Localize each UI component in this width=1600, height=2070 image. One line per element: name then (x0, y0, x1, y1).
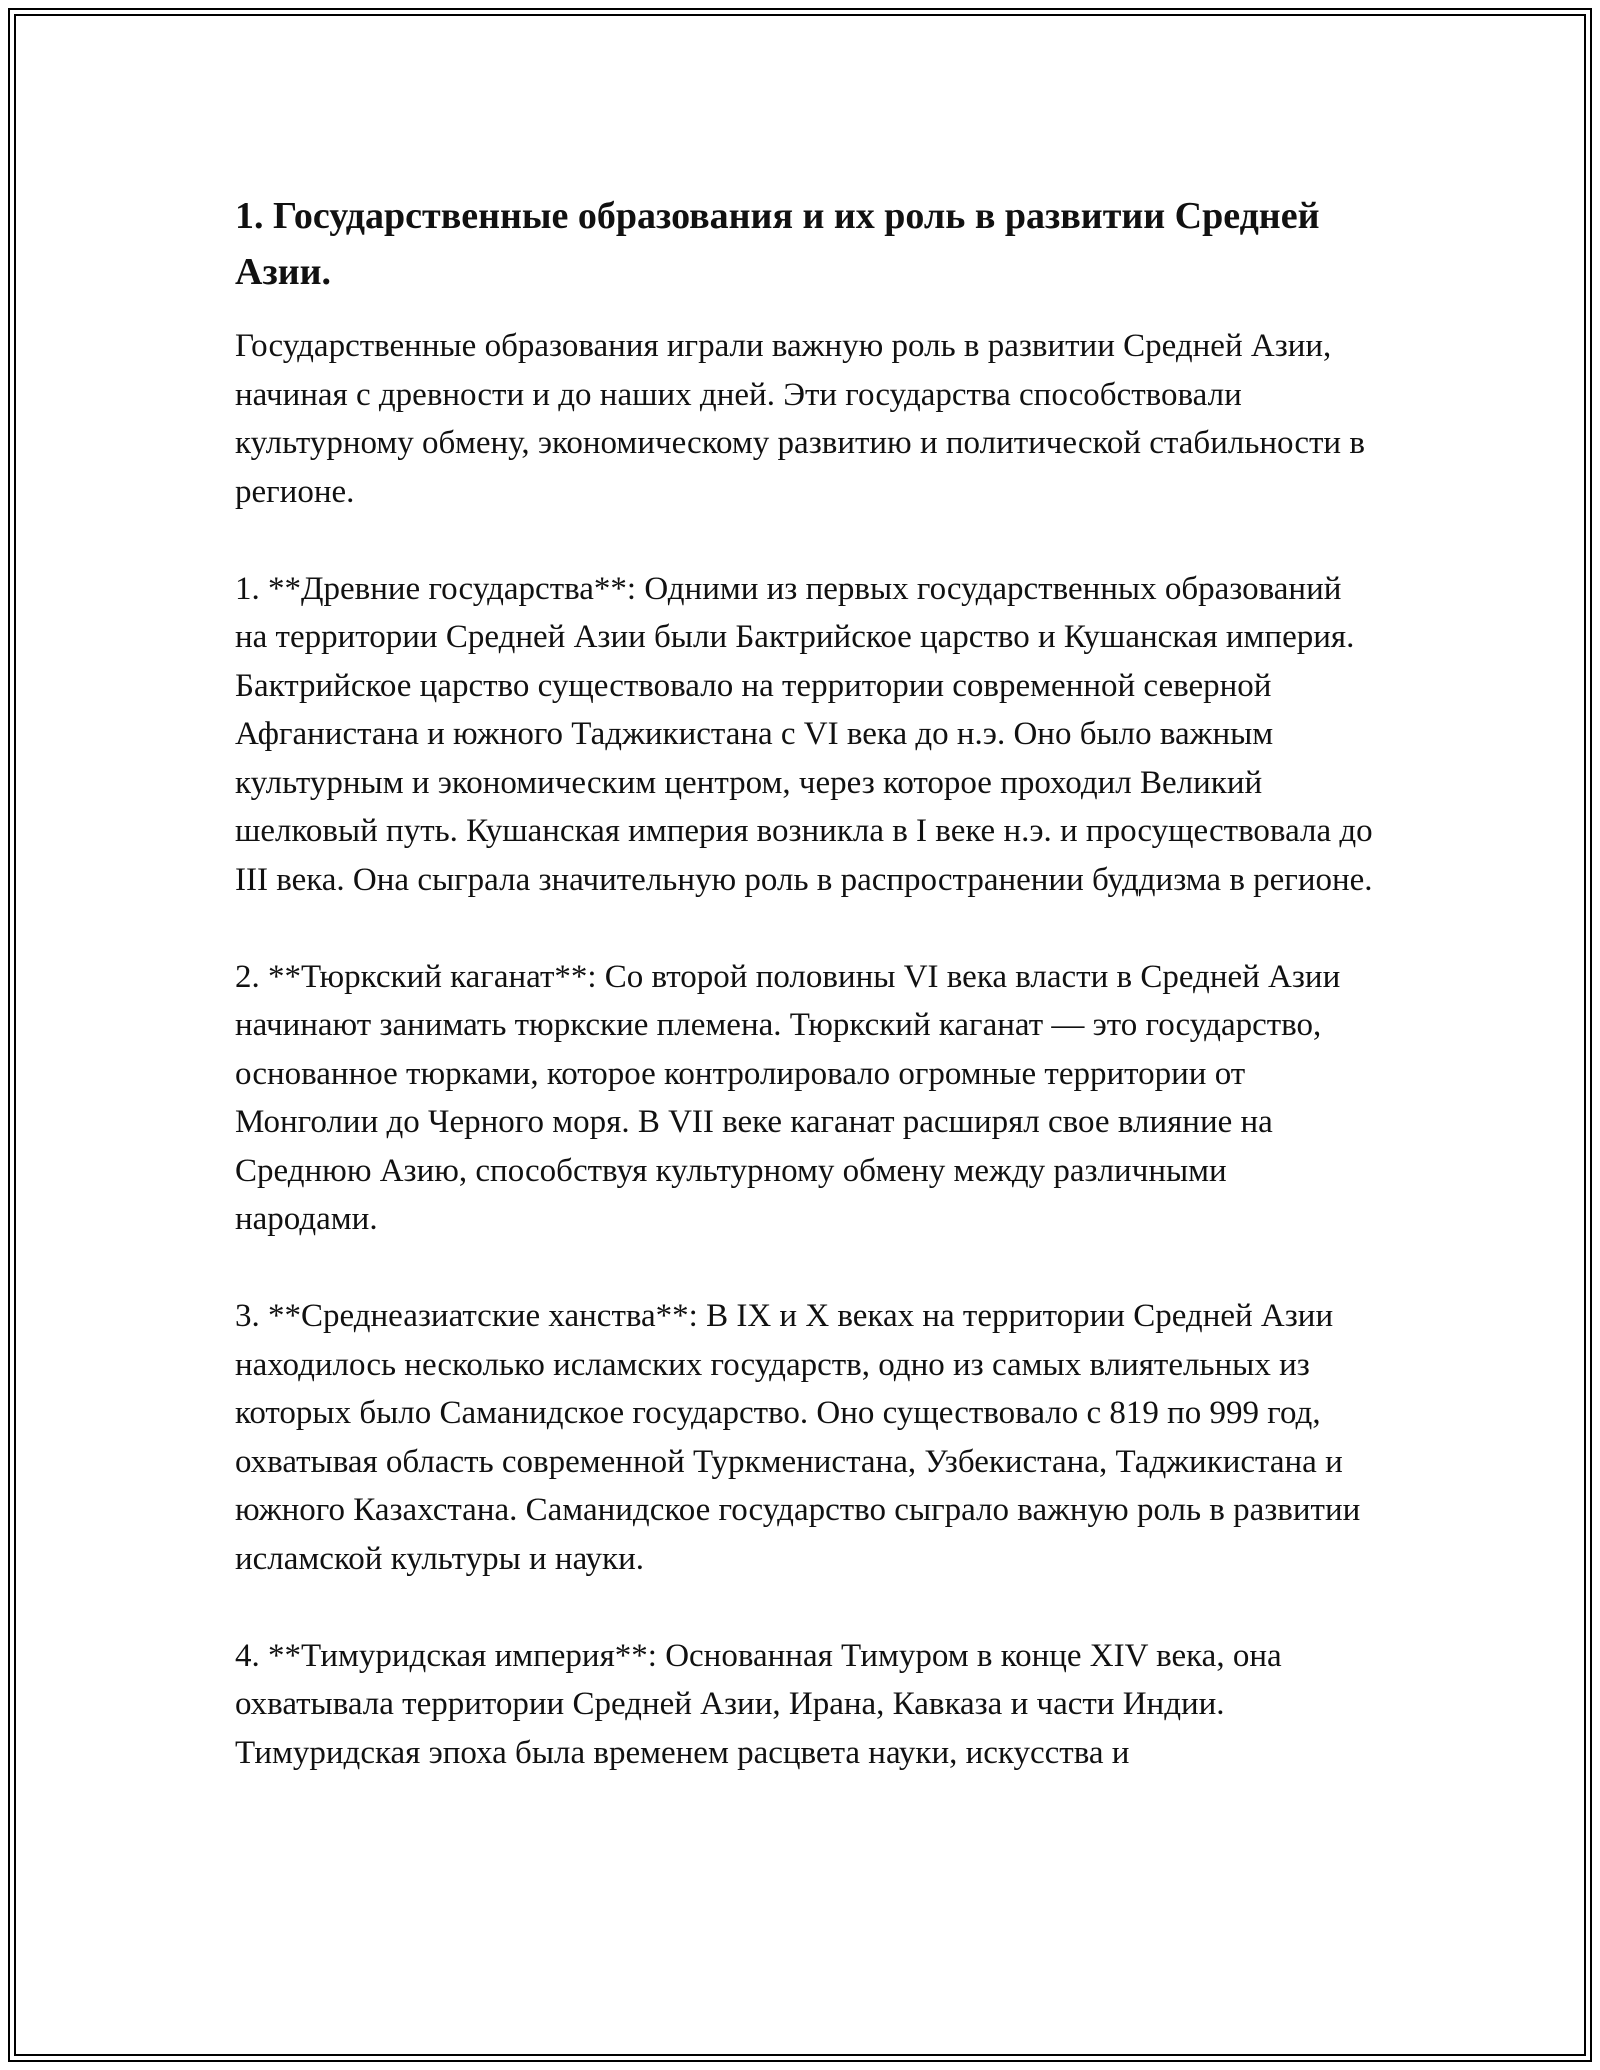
paragraph-central-asian-khanates: 3. **Среднеазиатские ханства**: В IX и X веках на территории Средней Азии находилось несколько исламских государств, одно из самых влиятельных из которых было Саманидское государство. Оно существовало с 819 по 999 год, охватывая область современной Туркменистана, Узбекистана, Таджикистана и южного Казахстана. Саманидское государство сыграло важную роль в развитии исламской культуры и науки. (235, 1298, 1361, 1577)
paragraph-turkic-khaganate: 2. **Тюркский каганат**: Со второй половины VI века власти в Средней Азии начинают занимать тюркские племена. Тюркский каганат — это государство, основанное тюрками, которое контролировало огромные территории от Монголии до Черного моря. В VII веке каганат расширял свое влияние на Среднюю Азию, способствуя культурному обмену между различными народами. (235, 958, 1341, 1237)
paragraph-timurid-empire: 4. **Тимуридская империя**: Основанная Тимуром в конце XIV века, она охватывала территории Средней Азии, Ирана, Кавказа и части Индии. Тимуридская эпоха была временем расцвета науки, искусства и (235, 1637, 1282, 1771)
document-body (235, 188, 1375, 1826)
intro-paragraph: Государственные образования играли важную роль в развитии Средней Азии, начиная с древности и до наших дней. Эти государства способствовали культурному обмену, экономическому развитию и политической стабильности в регионе. (235, 328, 1365, 510)
document-heading: 1. Государственные образования и их роль в развитии Средней Азии. (235, 195, 1320, 293)
paragraph-ancient-states: 1. **Древние государства**: Одними из первых государственных образований на территории Средней Азии были Бактрийское царство и Кушанская империя. Бактрийское царство существовало на территории современной северной Афганистана и южного Таджикистана с VI века до н.э. Оно было важным культурным и экономическим центром, через которое проходил Великий шелковый путь. Кушанская империя возникла в I веке н.э. и просуществовала до III века. Она сыграла значительную роль в распространении буддизма в регионе. (235, 570, 1373, 898)
